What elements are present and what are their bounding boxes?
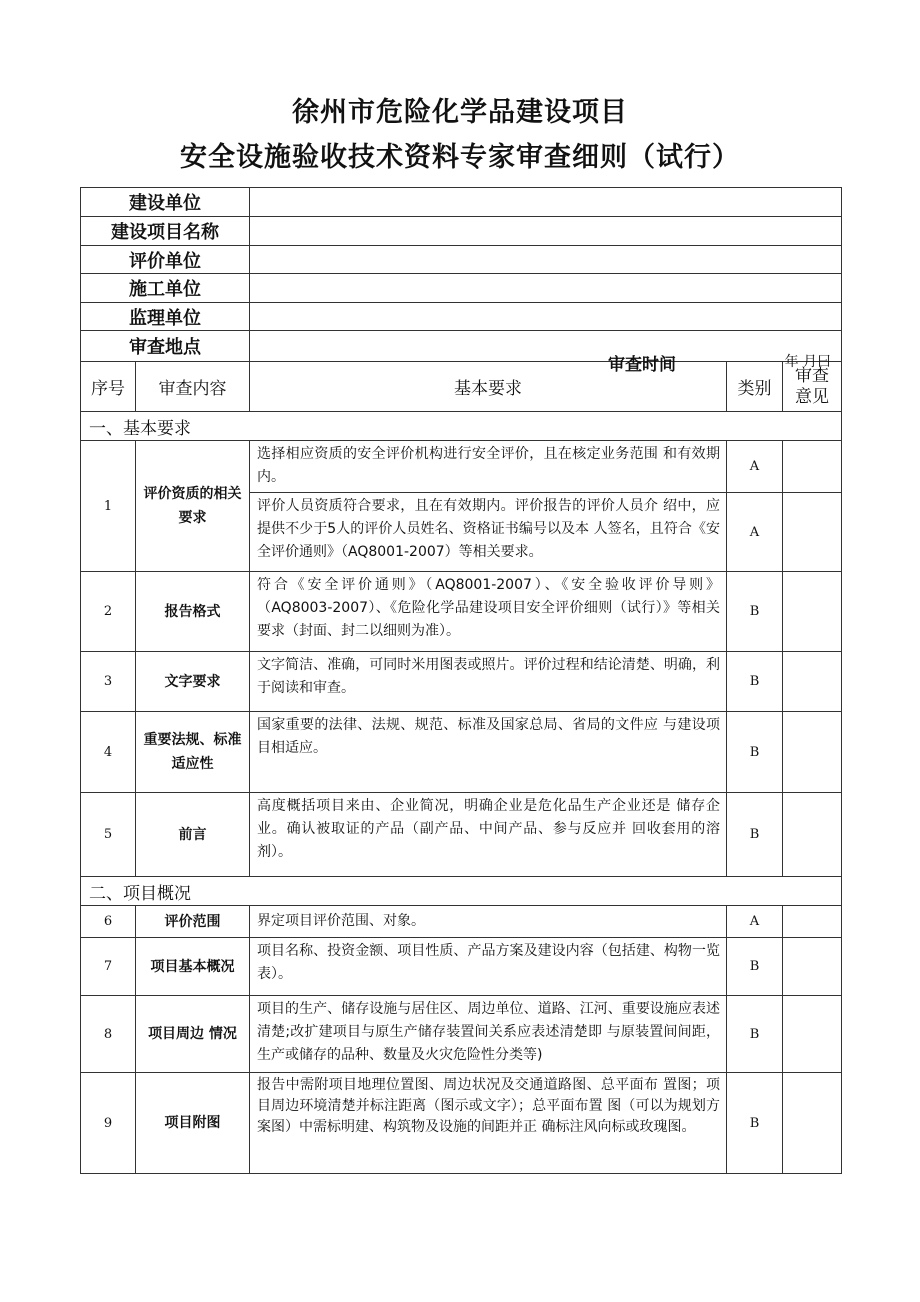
review-item: 项目附图 — [136, 1073, 250, 1174]
review-opinion-field[interactable] — [783, 572, 842, 652]
requirement-text: 项目名称、投资金额、项目性质、产品方案及建设内容（包括建、构物一览表）。 — [250, 938, 727, 996]
table-row — [81, 572, 842, 652]
row-number: 9 — [81, 1073, 136, 1174]
category-value: B — [727, 938, 783, 996]
requirement-text: 国家重要的法律、法规、规范、标准及国家总局、省局的文件应 与建设项目相适应。 — [250, 712, 727, 793]
requirement-text: 选择相应资质的安全评价机构进行安全评价，且在核定业务范围 和有效期内。 — [250, 441, 727, 493]
info-row-evaluation-unit — [81, 246, 842, 274]
supervision-unit-label: 监理单位 — [81, 303, 250, 331]
review-place-label: 审查地点 — [81, 331, 250, 362]
review-item: 前言 — [136, 793, 250, 877]
construction-unit-label: 建设单位 — [81, 188, 250, 217]
project-name-field[interactable] — [250, 217, 842, 246]
info-row-project-name — [81, 217, 842, 246]
category-value: A — [727, 441, 783, 493]
review-item: 报告格式 — [136, 572, 250, 652]
supervision-unit-field[interactable] — [250, 303, 842, 331]
row-number: 4 — [81, 712, 136, 793]
evaluation-unit-field[interactable] — [250, 246, 842, 274]
review-opinion-field[interactable] — [783, 906, 842, 938]
info-row-builder-unit — [81, 274, 842, 303]
table-row — [81, 652, 842, 712]
review-opinion-field[interactable] — [783, 996, 842, 1073]
row-number: 6 — [81, 906, 136, 938]
table-row — [81, 793, 842, 877]
category-value: B — [727, 712, 783, 793]
info-row-review-place — [81, 331, 842, 362]
builder-unit-label: 施工单位 — [81, 274, 250, 303]
requirement-text: 评价人员资质符合要求，且在有效期内。评价报告的评价人员介 绍中，应提供不少于5人的评价人员姓名、资格证书编号以及本 人签名，且符合《安全评价通则》（AQ8001-2007）等相关要求。 — [250, 493, 727, 572]
evaluation-unit-label: 评价单位 — [81, 246, 250, 274]
section-heading: 二、项目概况 — [81, 877, 842, 906]
review-opinion-field[interactable] — [783, 493, 842, 572]
requirement-text: 报告中需附项目地理位置图、周边状况及交通道路图、总平面布 置图；项目周边环境清楚并标注距离（图示或文字）；总平面布置 图（可以为规划方案图）中需标明建、构筑物及设施的间距并正 确标注风向标或玫瑰图。 — [250, 1073, 727, 1174]
col-header-category: 类别 — [727, 362, 783, 412]
row-number: 8 — [81, 996, 136, 1073]
requirement-text: 文字简洁、准确，可同时米用图表或照片。评价过程和结论清楚、明确，利于阅读和审查。 — [250, 652, 727, 712]
review-opinion-field[interactable] — [783, 441, 842, 493]
review-item: 文字要求 — [136, 652, 250, 712]
table-row — [81, 441, 842, 493]
review-time-label: 审查时间 — [608, 355, 676, 375]
review-item: 项目周边 情况 — [136, 996, 250, 1073]
review-form-table — [80, 187, 842, 1174]
review-opinion-field[interactable] — [783, 712, 842, 793]
requirement-text: 符合《安全评价通则》（AQ8001-2007）、《安全验收评价导则》（AQ8003-2007）、《危险化学品建设项目安全评价细则（试行）》等相关要求（封面、封二以细则为准）。 — [250, 572, 727, 652]
review-opinion-field[interactable] — [783, 938, 842, 996]
category-value: A — [727, 493, 783, 572]
section-heading: 一、基本要求 — [81, 412, 842, 441]
category-value: B — [727, 996, 783, 1073]
section-row-project-overview — [81, 877, 842, 906]
construction-unit-field[interactable] — [250, 188, 842, 217]
review-item: 项目基本概况 — [136, 938, 250, 996]
table-row — [81, 906, 842, 938]
row-number: 3 — [81, 652, 136, 712]
requirement-text: 界定项目评价范围、对象。 — [250, 906, 727, 938]
row-number: 1 — [81, 441, 136, 572]
table-row — [81, 712, 842, 793]
category-value: B — [727, 572, 783, 652]
col-header-no: 序号 — [81, 362, 136, 412]
review-item: 重要法规、标准适应性 — [136, 712, 250, 793]
requirement-text: 项目的生产、储存设施与居住区、周边单位、道路、江河、重要设施应表述清楚;改扩建项目与原生产储存装置间关系应表述清楚即 与原装置间间距，生产或储存的品种、数量及火灾危险性分类等) — [250, 996, 727, 1073]
info-row-construction-unit — [81, 188, 842, 217]
col-header-requirement: 基本要求 — [250, 362, 727, 412]
category-value: B — [727, 1073, 783, 1174]
row-number: 7 — [81, 938, 136, 996]
category-value: B — [727, 652, 783, 712]
project-name-label: 建设项目名称 — [81, 217, 250, 246]
col-header-opinion: 审查意见 — [783, 362, 842, 412]
review-opinion-field[interactable] — [783, 1073, 842, 1174]
review-place-time-field[interactable] — [250, 331, 842, 375]
document-title-line2: 安全设施验收技术资料专家审查细则（试行） — [180, 142, 740, 173]
table-row — [81, 996, 842, 1073]
info-row-supervision-unit — [81, 303, 842, 331]
review-date-placeholder: 年 月曰 — [784, 354, 832, 370]
document-title-line1: 徐州市危险化学品建设项目 — [292, 97, 628, 128]
review-item: 评价范围 — [136, 906, 250, 938]
row-number: 5 — [81, 793, 136, 877]
table-row — [81, 938, 842, 996]
column-header-row — [81, 362, 842, 412]
category-value: B — [727, 793, 783, 877]
row-number: 2 — [81, 572, 136, 652]
review-opinion-field[interactable] — [783, 652, 842, 712]
requirement-text: 高度概括项目来由、企业简况，明确企业是危化品生产企业还是 储存企业。确认被取证的产品（副产品、中间产品、参与反应并 回收套用的溶剂）。 — [250, 793, 727, 877]
review-item: 评价资质的相关要求 — [136, 441, 250, 572]
table-row — [81, 1073, 842, 1174]
review-opinion-field[interactable] — [783, 793, 842, 877]
section-row-basic-requirements — [81, 412, 842, 441]
builder-unit-field[interactable] — [250, 274, 842, 303]
category-value: A — [727, 906, 783, 938]
col-header-content: 审查内容 — [136, 362, 250, 412]
